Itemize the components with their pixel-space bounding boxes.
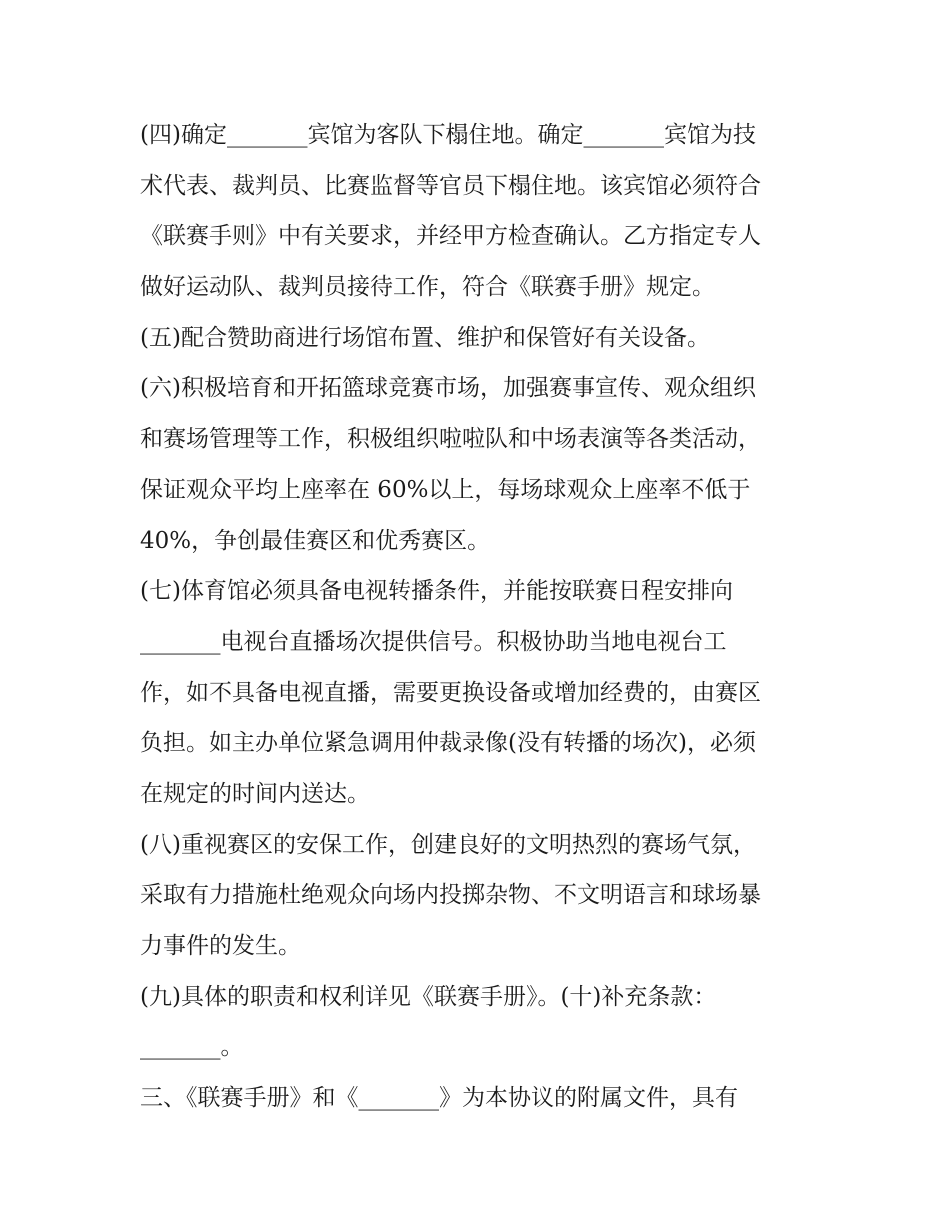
text-line: (六)积极培育和开拓篮球竞赛市场，加强赛事宣传、观众组织 xyxy=(140,375,756,402)
text-line: 《联赛手则》中有关要求，并经甲方检查确认。乙方指定专人 xyxy=(140,223,761,250)
text-line: (四)确定_______宾馆为客队下榻住地。确定_______宾馆为技 xyxy=(140,122,756,148)
text-line: 术代表、裁判员、比赛监督等官员下榻住地。该宾馆必须符合 xyxy=(140,172,761,199)
text-line: 40%，争创最佳赛区和优秀赛区。 xyxy=(140,527,491,554)
text-line: (九)具体的职责和权利详见《联赛手册》。(十)补充条款： xyxy=(140,983,717,1010)
text-line: _______电视台直播场次提供信号。积极协助当地电视台工 xyxy=(140,628,727,655)
text-line: 采取有力措施杜绝观众向场内投掷杂物、不文明语言和球场暴 xyxy=(140,882,761,909)
text-line: (五)配合赞助商进行场馆布置、维护和保管好有关设备。 xyxy=(140,324,710,351)
document-body xyxy=(140,110,820,1124)
text-line: 做好运动队、裁判员接待工作，符合《联赛手册》规定。 xyxy=(140,274,715,301)
text-line: 负担。如主办单位紧急调用仲裁录像(没有转播的场次)，必须 xyxy=(140,730,756,757)
text-line: 力事件的发生。 xyxy=(140,933,301,959)
text-line: (七)体育馆必须具备电视转播条件，并能按联赛日程安排向 xyxy=(140,578,733,605)
text-line: _______。 xyxy=(140,1034,244,1061)
text-line: 和赛场管理等工作，积极组织啦啦队和中场表演等各类活动， xyxy=(140,426,761,453)
text-line: 在规定的时间内送达。 xyxy=(140,780,370,807)
text-line: 保证观众平均上座率在 60%以上，每场球观众上座率不低于 xyxy=(140,476,751,503)
text-line: (八)重视赛区的安保工作，创建良好的文明热烈的赛场气氛， xyxy=(140,831,756,858)
text-line: 三、《联赛手册》和《_______》为本协议的附属文件，具有 xyxy=(140,1085,738,1112)
text-line: 作，如不具备电视直播，需要更换设备或增加经费的，由赛区 xyxy=(140,679,761,706)
